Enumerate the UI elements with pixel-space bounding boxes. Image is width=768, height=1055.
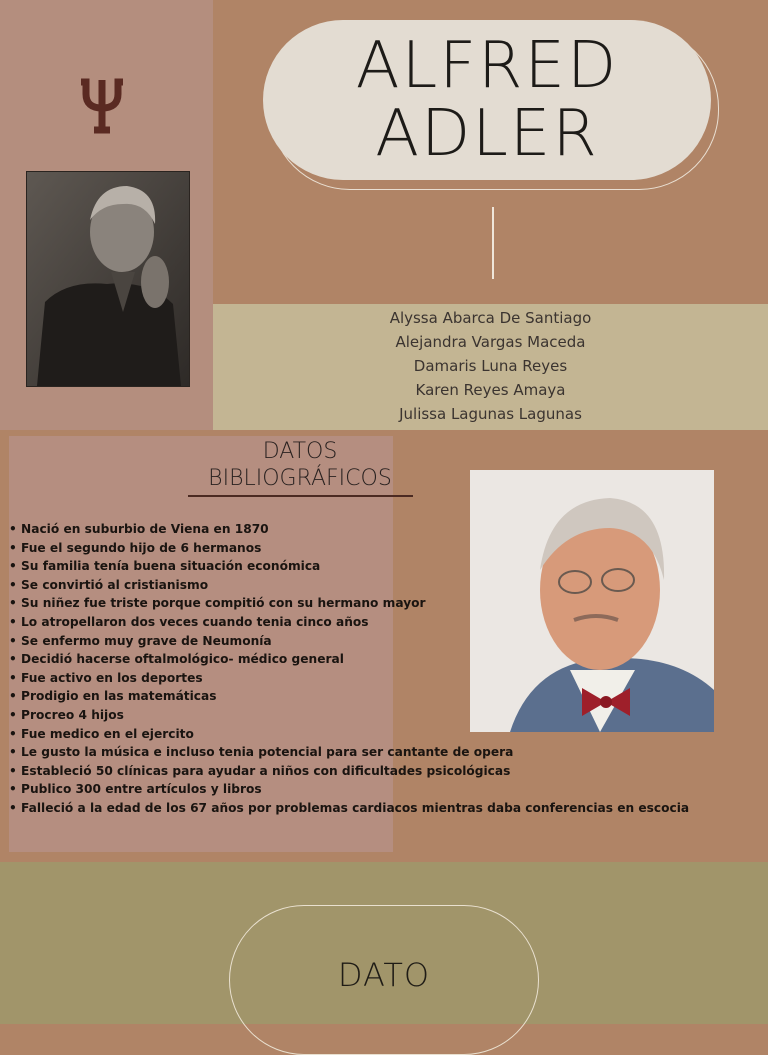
bio-list-item: • Estableció 50 clínicas para ayudar a niños con dificultades psicológicas bbox=[9, 763, 511, 778]
author-name: Alyssa Abarca De Santiago bbox=[389, 309, 592, 327]
author-name: Karen Reyes Amaya bbox=[415, 381, 566, 399]
page-title-line2: ADLER bbox=[375, 97, 599, 171]
bio-heading-underline bbox=[188, 495, 413, 497]
psi-symbol-icon bbox=[77, 68, 127, 138]
bio-list-item: • Se convirtió al cristianismo bbox=[9, 577, 209, 592]
bio-heading-line1: DATOS bbox=[262, 439, 338, 464]
bio-list-item: • Falleció a la edad de los 67 años por problemas cardiacos mientras daba conferencias en escocia bbox=[9, 800, 690, 815]
bio-list-item: • Se enfermo muy grave de Neumonía bbox=[9, 633, 272, 648]
bio-heading bbox=[170, 438, 430, 492]
bio-list-item: • Procreo 4 hijos bbox=[9, 707, 124, 722]
bio-list-item: • Nació en suburbio de Viena en 1870 bbox=[9, 522, 269, 536]
bio-list-item: • Lo atropellaron dos veces cuando tenia cinco años bbox=[9, 614, 369, 629]
bio-list-item: • Prodigio en las matemáticas bbox=[9, 689, 217, 704]
bio-list-item: • Decidió hacerse oftalmológico- médico general bbox=[9, 652, 344, 667]
bio-list-item: • Publico 300 entre artículos y libros bbox=[9, 782, 262, 797]
adler-portrait-photo bbox=[26, 171, 190, 387]
authors-list bbox=[213, 306, 768, 426]
bio-list-item: • Su familia tenía buena situación económica bbox=[9, 559, 321, 574]
dato-pill bbox=[229, 905, 539, 1055]
bio-list-item: • Fue medico en el ejercito bbox=[9, 726, 194, 741]
author-name: Alejandra Vargas Maceda bbox=[395, 333, 586, 351]
bio-heading-line2: BIBLIOGRÁFICOS bbox=[208, 466, 392, 491]
dato-label: DATO bbox=[337, 956, 431, 994]
title-pill bbox=[263, 20, 711, 180]
page-title-line1: ALFRED bbox=[355, 29, 619, 103]
bio-list-item: • Fue activo en los deportes bbox=[9, 670, 203, 685]
author-name: Julissa Lagunas Lagunas bbox=[399, 405, 582, 423]
bio-list-item: • Su niñez fue triste porque compitió con su hermano mayor bbox=[9, 596, 426, 611]
author-name: Damaris Luna Reyes bbox=[413, 357, 568, 375]
bio-list-item: • Fue el segundo hijo de 6 hermanos bbox=[9, 540, 262, 555]
adler-color-portrait bbox=[470, 470, 714, 732]
bio-list-item: • Le gusto la música e incluso tenia potencial para ser cantante de opera bbox=[9, 745, 514, 760]
divider-line bbox=[492, 207, 494, 279]
